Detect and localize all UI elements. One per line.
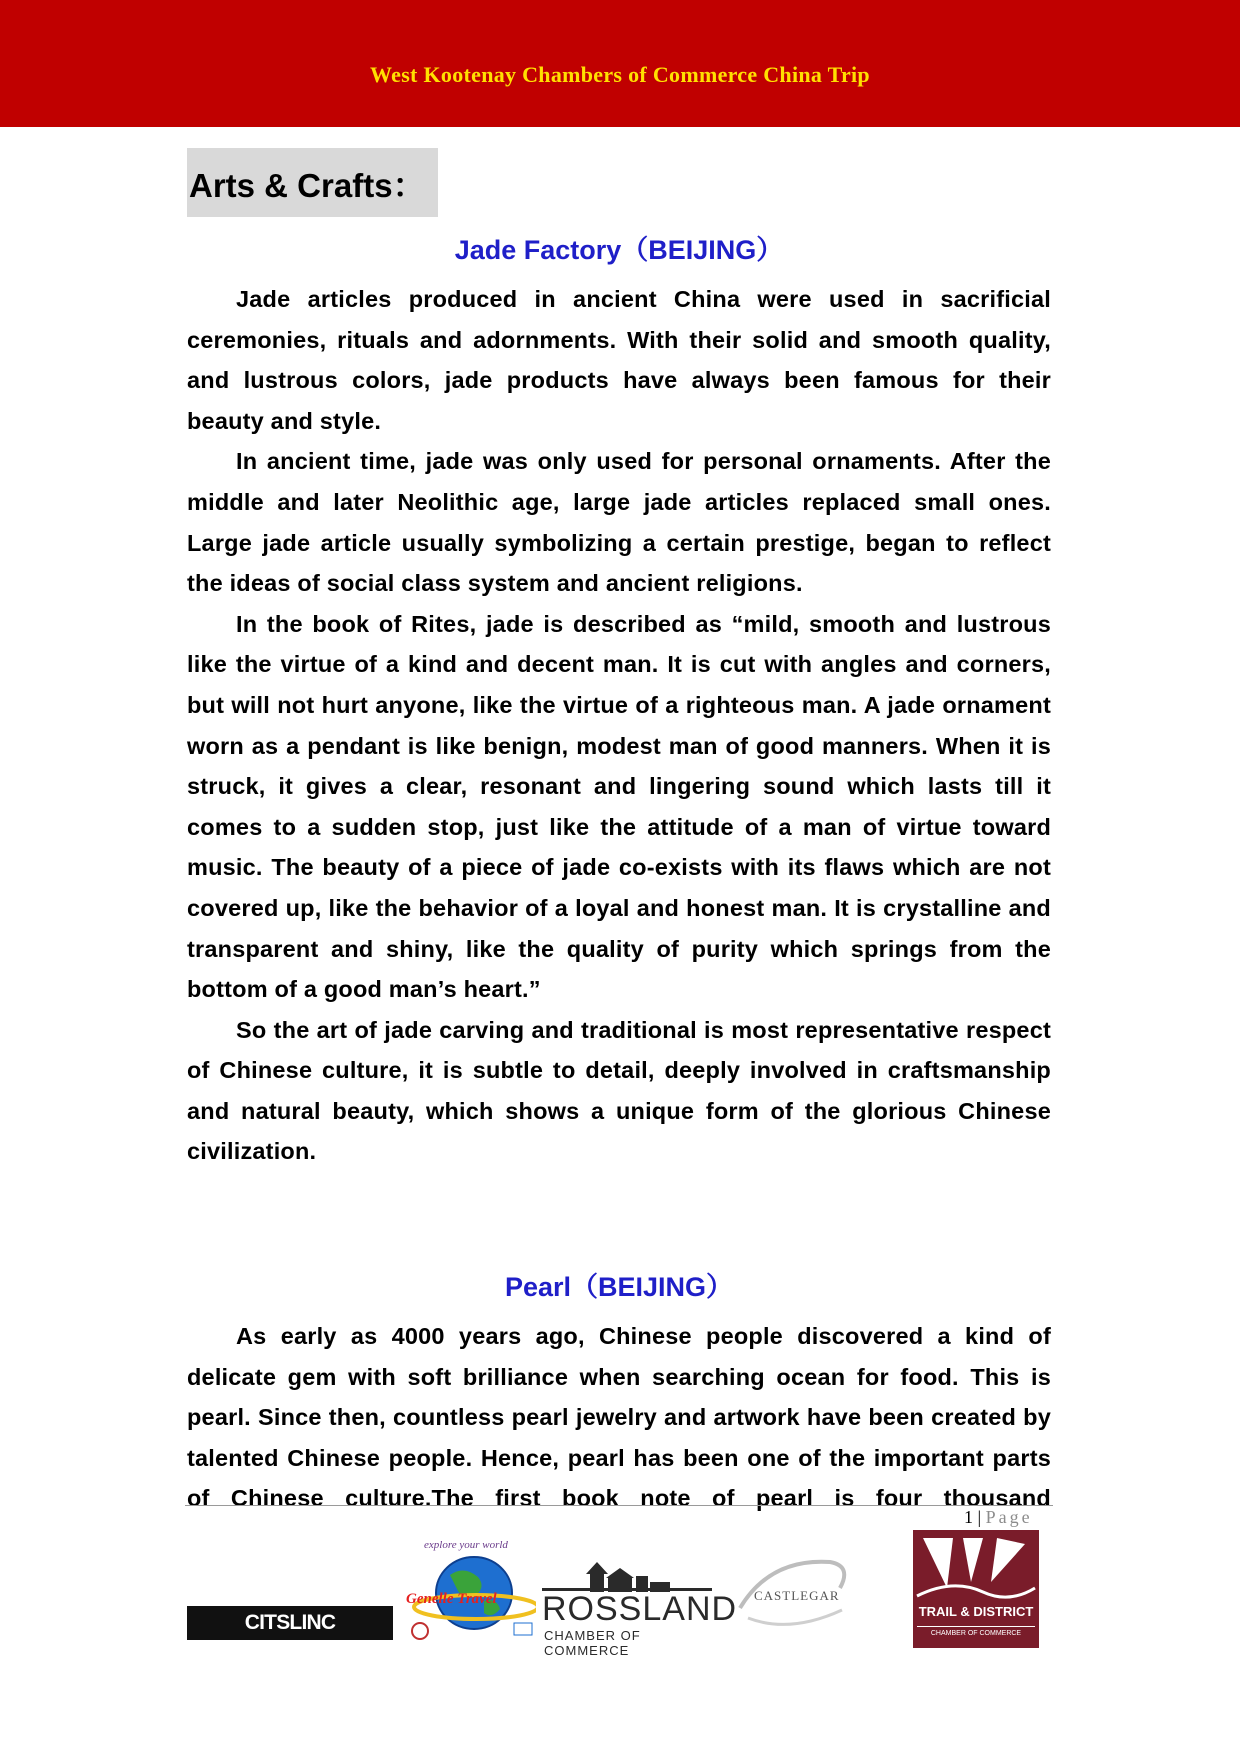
jade-paragraph-4: So the art of jade carving and traditional is most representative respect of Chinese culture, it is subtle to detail, deeply involved in craftsmanship and natural beauty, which shows a unique form of the glorious Chinese civilization. bbox=[187, 1016, 1051, 1165]
genelle-travel-logo bbox=[406, 1535, 536, 1641]
page-content bbox=[187, 148, 1051, 1519]
jade-heading: Jade Factory（BEIJING） bbox=[454, 235, 784, 265]
section-spacer bbox=[187, 1172, 1051, 1264]
jade-paragraph-1: Jade articles produced in ancient China were used in sacrificial ceremonies, rituals and adornments. With their solid and smooth quality, and lustrous colors, jade products have always been famous for their beauty and style. bbox=[187, 286, 1051, 434]
genelle-tagline: explore your world bbox=[424, 1539, 508, 1551]
genelle-name: Genelle Travel bbox=[406, 1591, 497, 1607]
rossland-name: ROSSLAND bbox=[542, 1590, 738, 1628]
trail-district-chamber-logo bbox=[913, 1530, 1039, 1648]
pearl-paragraph-1: As early as 4000 years ago, Chinese people discovered a kind of delicate gem with soft brilliance when searching ocean for food. This is pearl. Since then, countless pearl jewelry and artwork have been created by talented Chinese people. Hence, pearl has been one of the important parts of Chinese culture.The first book note of pearl is four thousand bbox=[187, 1323, 1051, 1512]
jade-paragraph-2: In ancient time, jade was only used for personal ornaments. After the middle and later Neolithic age, large jade articles replaced small ones. Large jade article usually symbolizing a certain prestige, began to reflect the ideas of social class system and ancient religions. bbox=[187, 448, 1051, 597]
page-number bbox=[964, 1507, 1052, 1528]
citslinc-logo: CITSLINC INTERNATIONAL bbox=[187, 1606, 393, 1640]
pearl-heading: Pearl（BEIJING） bbox=[504, 1272, 734, 1303]
castlegar-name: CASTLEGAR bbox=[754, 1588, 840, 1603]
trail-subtitle: CHAMBER OF COMMERCE bbox=[930, 1630, 1022, 1637]
header-title: West Kootenay Chambers of Commerce China Trip bbox=[370, 62, 870, 87]
castlegar-chamber-logo bbox=[730, 1548, 858, 1638]
rossland-chamber-logo bbox=[540, 1560, 738, 1658]
footer-divider bbox=[185, 1505, 1053, 1506]
page-number-separator: | bbox=[977, 1507, 982, 1527]
trail-name: TRAIL & DISTRICT bbox=[918, 1604, 1034, 1619]
section-title: Arts & Crafts： bbox=[187, 148, 438, 217]
rossland-subtitle: CHAMBER OF COMMERCE bbox=[544, 1628, 641, 1658]
page-word: Page bbox=[985, 1507, 1033, 1527]
page-number-value: 1 bbox=[964, 1507, 973, 1527]
jade-paragraph-3: In the book of Rites, jade is described as “mild, smooth and lustrous like the virtue of a kind and decent man. It is cut with angles and corners, but will not hurt anyone, like the virtue of a righteous man. A jade ornament worn as a pendant is like benign, modest man of good manners. When it is struck, it gives a clear, resonant and lingering sound which lasts till it comes to a sudden stop, just like the attitude of a man of virtue toward music. The beauty of a piece of jade co-exists with its flaws which are not covered up, like the behavior of a loyal and honest man. It is crystalline and transparent and shiny, like the quality of purity which springs from the bottom of a good man’s heart.” bbox=[187, 610, 1051, 1003]
town-skyline-icon bbox=[540, 1560, 720, 1594]
